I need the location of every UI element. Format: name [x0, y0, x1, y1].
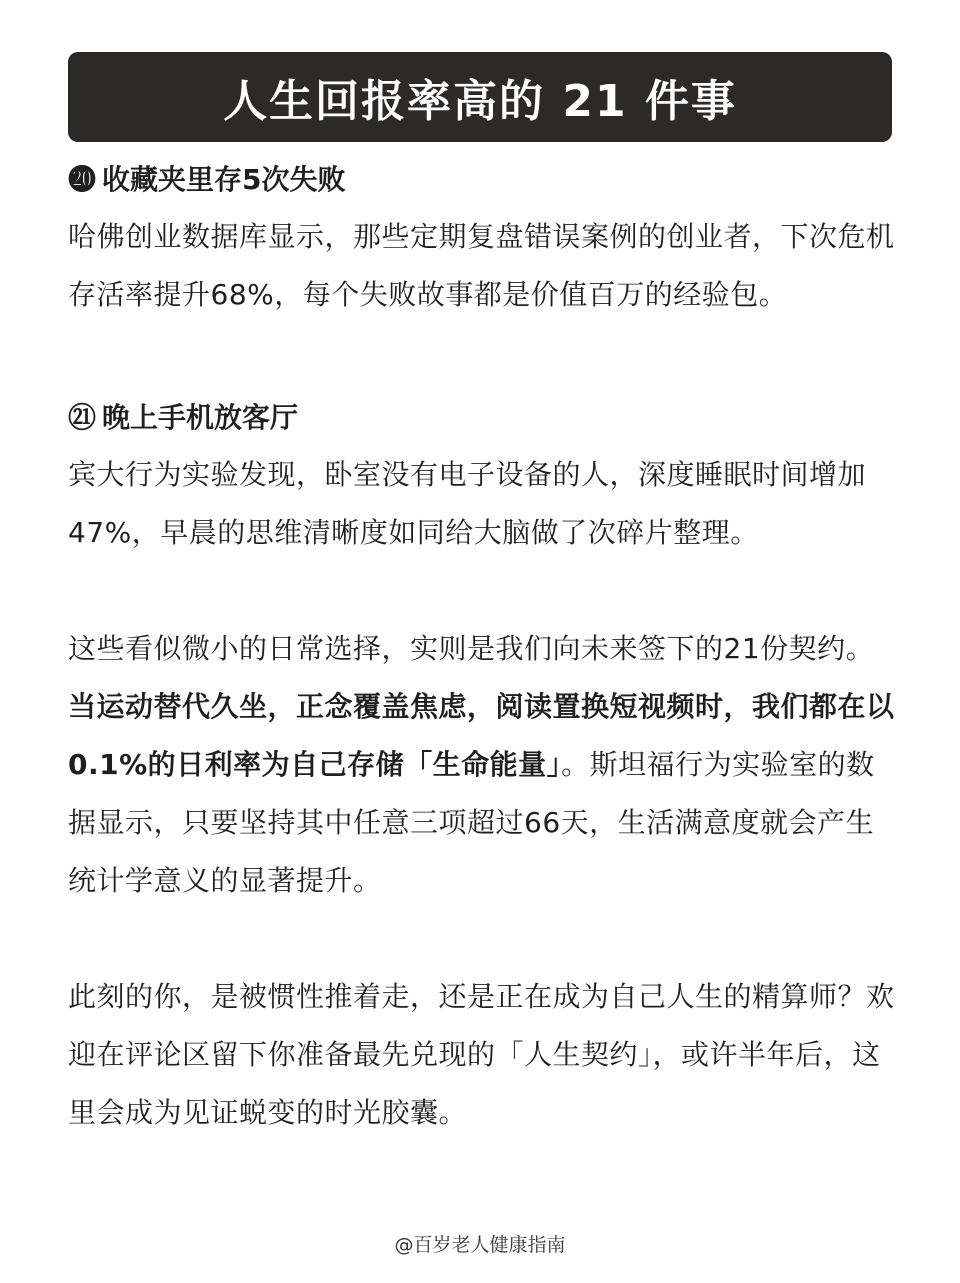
- item-heading-21: [68, 396, 898, 440]
- summary-highlight: 当运动替代久坐，正念覆盖焦虑，阅读置换短视频时，我们都在以0.1%的日利率为自己存储「生命能量」: [68, 690, 895, 781]
- summary-paragraph: [68, 620, 898, 910]
- item-heading-20: [68, 158, 898, 202]
- summary-text-end: 。斯坦福行为实验室的数据显示，只要坚持其中任意三项超过66天，生活满意度就会产生统计学意义的显著提升。: [68, 748, 875, 897]
- item-heading-text: 晚上手机放客厅: [102, 401, 299, 434]
- author-handle: @百岁老人健康指南: [394, 1234, 566, 1256]
- item-number-icon: ㉑: [68, 401, 97, 434]
- item-heading-text: 收藏夹里存5次失败: [102, 163, 346, 196]
- item-number-icon: ⓴: [68, 163, 97, 196]
- page-title: 人生回报率高的 21 件事: [223, 76, 737, 127]
- title-banner: [68, 52, 892, 142]
- item-body-20: 哈佛创业数据库显示，那些定期复盘错误案例的创业者，下次危机存活率提升68%，每个失败故事都是价值百万的经验包。: [68, 220, 895, 311]
- item-body-21: 宾大行为实验发现，卧室没有电子设备的人，深度睡眠时间增加47%，早晨的思维清晰度如同给大脑做了次碎片整理。: [68, 458, 867, 549]
- closing-paragraph: 此刻的你，是被惯性推着走，还是正在成为自己人生的精算师？欢迎在评论区留下你准备最先兑现的「人生契约」，或许半年后，这里会成为见证蜕变的时光胶囊。: [68, 980, 895, 1129]
- summary-text-start: 这些看似微小的日常选择，实则是我们向未来签下的21份契约。: [68, 632, 875, 665]
- article-body: [68, 158, 898, 1142]
